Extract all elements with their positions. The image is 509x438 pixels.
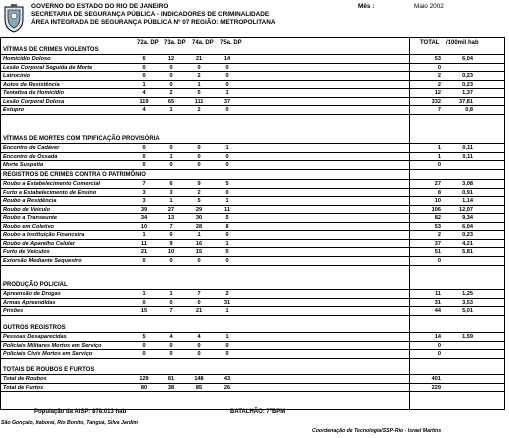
cell-rate: 0,23: [462, 81, 473, 88]
cell-value: 28: [195, 223, 203, 230]
cell-value: 3: [142, 198, 146, 205]
cell-value: 3: [142, 189, 146, 196]
cell-value: 6: [142, 56, 146, 62]
report-header: [0, 0, 509, 36]
cell-value: 7: [142, 181, 146, 187]
cell-total: 2: [437, 232, 441, 239]
cell-total: 14: [434, 334, 441, 340]
cell-total: 1: [437, 145, 441, 151]
municipalities-note: São Gonçalo, Itaboraí, Rio Bonito, Tanguá, Silva Jardim: [1, 420, 139, 426]
cell-value: 5: [225, 215, 229, 222]
cell-value: 5: [142, 334, 146, 340]
cell-value: 0: [169, 145, 173, 151]
cell-value: 0: [197, 257, 201, 264]
cell-total: 12: [434, 90, 441, 97]
cell-value: 38: [167, 384, 175, 391]
cell-rate: 6,04: [462, 56, 473, 62]
cell-value: 1: [142, 291, 146, 297]
row-label: Roubo a Transeunte: [3, 215, 57, 222]
cell-total: 8: [437, 189, 441, 196]
cell-rate: 1,14: [462, 198, 473, 205]
cell-total: 229: [431, 384, 441, 391]
header-line-2: SECRETARIA DE SEGURANÇA PÚBLICA - INDICADORES DE CRIMINALIDADE: [31, 11, 270, 18]
cell-value: 1: [225, 334, 229, 340]
cell-total: 1: [437, 153, 441, 160]
cell-rate: 4,21: [462, 240, 473, 247]
col-header-73dp: 73a. DP: [164, 40, 186, 46]
row-label: Roubo a Residência: [3, 198, 57, 205]
cell-value: 0: [225, 232, 229, 239]
cell-value: 0: [142, 153, 146, 160]
section-title: PRODUÇÃO POLICIAL: [3, 282, 68, 288]
cell-value: 6: [169, 181, 173, 187]
cell-total: 27: [434, 181, 441, 187]
cell-value: 0: [197, 299, 201, 306]
cell-value: 2: [197, 73, 201, 80]
cell-value: 81: [167, 376, 175, 382]
cell-value: 10: [140, 223, 148, 230]
row-label: Extorsão Mediante Sequestro: [3, 257, 82, 264]
cell-rate: 37,81: [459, 98, 473, 105]
col-header-rate: /100mil hab: [446, 40, 479, 46]
cell-value: 0: [169, 64, 173, 71]
cell-value: 0: [169, 162, 173, 169]
cell-value: 31: [223, 299, 231, 306]
cell-value: 0: [225, 162, 229, 169]
cell-value: 1: [169, 153, 173, 160]
cell-value: 0: [142, 145, 146, 151]
row-rule: [1, 169, 504, 170]
cell-value: 148: [194, 376, 204, 382]
cell-total: 332: [431, 98, 441, 105]
cell-value: 0: [197, 342, 201, 349]
cell-value: 7: [169, 308, 173, 315]
row-rule: [1, 114, 504, 115]
cell-total: 11: [435, 291, 441, 297]
cell-value: 85: [195, 384, 203, 391]
cell-total: 53: [434, 56, 441, 62]
row-label: Apreensão de Drogas: [3, 291, 61, 297]
cell-value: 11: [141, 240, 147, 247]
cell-value: 0: [169, 351, 173, 358]
row-label: Latrocínio: [3, 73, 31, 80]
cell-value: 129: [139, 376, 149, 382]
cell-value: 1: [225, 240, 229, 247]
cell-value: 0: [225, 73, 229, 80]
cell-rate: 0,11: [462, 153, 473, 160]
col-header-74dp: 74a. DP: [192, 40, 214, 46]
cell-value: 7: [197, 291, 201, 297]
cell-value: 9: [197, 181, 201, 187]
section-title: VÍTIMAS DE MORTES COM TIPIFICAÇÃO PROVISÓRIA: [3, 136, 160, 142]
row-rule: [1, 391, 504, 392]
cell-rate: 12,07: [459, 206, 473, 213]
row-rule: [1, 265, 504, 266]
cell-rate: 6,04: [462, 223, 473, 230]
section-header: [1, 46, 504, 54]
cell-value: 2: [225, 291, 229, 297]
cell-value: 30: [195, 215, 203, 222]
cell-value: 12: [167, 56, 175, 62]
cell-total: 0: [437, 162, 441, 169]
cell-value: 1: [225, 308, 229, 315]
cell-value: 0: [225, 189, 229, 196]
row-label: Armas Apreendidas: [3, 299, 56, 306]
row-label: Roubo de Veículo: [3, 206, 51, 213]
cell-value: 1: [142, 232, 146, 239]
cell-value: 0: [197, 145, 201, 151]
state-coat-of-arms: [3, 3, 25, 33]
cell-value: 0: [142, 73, 146, 80]
cell-rate: 5,01: [462, 308, 473, 315]
col-header-total: TOTAL: [420, 40, 440, 46]
cell-value: 8: [225, 223, 229, 230]
cell-value: 0: [225, 351, 229, 358]
cell-value: 1: [169, 198, 173, 205]
battalion-label: BATALHÃO: 7ºBPM: [230, 409, 286, 415]
cell-value: 1: [142, 81, 146, 88]
cell-total: 0: [437, 257, 441, 264]
cell-total: 0: [437, 342, 441, 349]
section-header: [1, 324, 504, 332]
cell-value: 5: [225, 249, 229, 256]
cell-value: 4: [142, 90, 146, 97]
cell-value: 0: [197, 153, 201, 160]
cell-value: 29: [195, 206, 203, 213]
cell-value: 7: [169, 223, 173, 230]
row-label: Roubo em Coletivo: [3, 223, 54, 230]
credits-note: Coordenação de Tecnologia/SSP-Rio - Israel Martins: [312, 428, 442, 434]
cell-value: 13: [167, 215, 175, 222]
cell-value: 0: [225, 107, 229, 114]
cell-value: 27: [167, 206, 175, 213]
cell-value: 15: [195, 249, 203, 256]
cell-total: 0: [437, 351, 441, 358]
cell-value: 5: [197, 198, 201, 205]
cell-value: 1: [169, 291, 173, 297]
header-line-3: ÁREA INTEGRADA DE SEGURANÇA PÚBLICA Nº 07 REGIÃO: METROPOLITANA: [31, 19, 276, 26]
cell-value: 0: [225, 81, 229, 88]
month-value: Maio 2002: [414, 3, 444, 10]
cell-value: 119: [139, 98, 149, 105]
cell-rate: 3,53: [462, 299, 473, 306]
cell-value: 5: [197, 90, 201, 97]
cell-value: 39: [140, 206, 148, 213]
cell-value: 10: [167, 249, 175, 256]
cell-value: 111: [194, 98, 204, 105]
row-label: Roubo a Instituição Financeira: [3, 232, 85, 239]
cell-value: 16: [195, 240, 203, 247]
cell-value: 0: [169, 299, 173, 306]
row-label: Encontro de Cadáver: [3, 145, 60, 151]
cell-value: 0: [197, 351, 201, 358]
cell-value: 11: [224, 206, 230, 213]
cell-value: 0: [225, 257, 229, 264]
cell-value: 0: [225, 64, 229, 71]
section-header: [1, 281, 504, 289]
cell-value: 2: [169, 90, 173, 97]
col-header-72dp: 72a. DP: [137, 40, 159, 46]
row-label: Morte Suspeita: [3, 162, 44, 169]
cell-total: 401: [431, 376, 441, 382]
cell-rate: 1,25: [462, 291, 473, 297]
row-label: Total de Furtos: [3, 384, 44, 391]
row-label: Encontro de Ossada: [3, 153, 58, 160]
row-label: Total de Roubos: [3, 376, 47, 382]
section-header: [1, 366, 504, 374]
col-header-75dp: 75a. DP: [220, 40, 242, 46]
cell-value: 1: [169, 107, 173, 114]
cell-value: 43: [223, 376, 231, 382]
cell-total: 2: [437, 81, 441, 88]
cell-value: 0: [142, 351, 146, 358]
cell-value: 14: [223, 56, 231, 62]
cell-value: 0: [142, 257, 146, 264]
cell-value: 37: [223, 98, 231, 105]
row-label: Lesão Corporal Seguida de Morte: [3, 64, 93, 71]
cell-value: 0: [225, 153, 229, 160]
row-label: Pessoas Desaparecidas: [3, 334, 67, 340]
cell-rate: 0,23: [462, 232, 473, 239]
population-label: População da AISP: 878.013 hab: [34, 409, 127, 415]
cell-total: 0: [437, 64, 441, 71]
section-header: [1, 135, 504, 143]
cell-rate: 0,23: [462, 73, 473, 80]
cell-total: 37: [434, 240, 441, 247]
cell-rate: 9,34: [462, 215, 473, 222]
cell-value: 0: [169, 232, 173, 239]
cell-value: 0: [142, 299, 146, 306]
cell-value: 4: [169, 334, 173, 340]
cell-total: 10: [434, 198, 441, 205]
row-label: Prisões: [3, 308, 24, 315]
row-label: Tentativa de Homicídio: [3, 90, 65, 97]
row-label: Furto de Veículos: [3, 249, 50, 256]
cell-value: 15: [140, 308, 148, 315]
section-title: REGISTROS DE CRIMES CONTRA O PATRIMÔNIO: [3, 172, 146, 178]
cell-value: 26: [223, 384, 231, 391]
cell-value: 0: [169, 81, 173, 88]
header-line-1: GOVERNO DO ESTADO DO RIO DE JANEIRO: [31, 3, 169, 10]
cell-value: 0: [169, 73, 173, 80]
cell-rate: 1,59: [462, 334, 473, 340]
row-label: Autos de Resistência: [3, 81, 60, 88]
cell-rate: 0,91: [462, 189, 473, 196]
cell-value: 4: [142, 107, 146, 114]
cell-value: 4: [197, 334, 201, 340]
cell-value: 0: [169, 342, 173, 349]
row-label: Homicídio Doloso: [3, 56, 51, 62]
cell-value: 34: [140, 215, 148, 222]
cell-value: 1: [197, 81, 201, 88]
cell-value: 0: [142, 64, 146, 71]
row-rule: [1, 315, 504, 316]
cell-value: 2: [197, 107, 201, 114]
cell-value: 65: [167, 98, 175, 105]
row-label: Estupro: [3, 107, 25, 114]
cell-total: 51: [434, 249, 441, 256]
section-header: [1, 171, 504, 179]
row-label: Lesão Corporal Dolosa: [3, 98, 65, 105]
row-label: Roubo de Aparelho Celular: [3, 240, 75, 247]
cell-value: 0: [225, 342, 229, 349]
cell-rate: 1,37: [462, 90, 473, 97]
cell-total: 82: [434, 215, 441, 222]
cell-value: 1: [225, 90, 229, 97]
cell-rate: 3,08: [462, 181, 473, 187]
cell-value: 21: [195, 56, 203, 62]
cell-value: 21: [195, 308, 203, 315]
cell-rate: 0,11: [462, 145, 473, 151]
cell-rate: 0,8: [465, 107, 473, 114]
cell-value: 5: [225, 181, 229, 187]
cell-value: 0: [142, 162, 146, 169]
cell-value: 1: [225, 198, 229, 205]
section-title: OUTROS REGISTROS: [3, 325, 66, 331]
row-label: Policiais Militares Mortos em Serviço: [3, 342, 102, 349]
cell-total: 53: [434, 223, 441, 230]
cell-value: 80: [140, 384, 148, 391]
cell-value: 0: [142, 342, 146, 349]
month-label: Mês :: [358, 3, 375, 10]
cell-total: 7: [437, 107, 441, 114]
cell-total: 106: [431, 206, 441, 213]
row-rule: [1, 358, 504, 359]
cell-value: 2: [197, 189, 201, 196]
cell-value: 0: [197, 64, 201, 71]
cell-value: 1: [197, 232, 201, 239]
row-label: Roubo a Estabelecimento Comercial: [3, 181, 100, 187]
cell-total: 31: [434, 299, 441, 306]
row-label: Furto a Estabelecimento de Ensino: [3, 189, 97, 196]
cell-rate: 5,81: [462, 249, 473, 256]
cell-value: 1: [225, 145, 229, 151]
cell-total: 44: [434, 308, 441, 315]
cell-value: 0: [169, 257, 173, 264]
cell-value: 0: [197, 162, 201, 169]
cell-value: 9: [169, 240, 173, 247]
section-title: TOTAIS DE ROUBOS E FURTOS: [3, 367, 95, 373]
cell-value: 3: [169, 189, 173, 196]
section-title: VÍTIMAS DE CRIMES VIOLENTOS: [3, 47, 99, 53]
cell-value: 21: [140, 249, 148, 256]
cell-total: 2: [437, 73, 441, 80]
row-label: Policiais Civis Mortos em Serviço: [3, 351, 93, 358]
